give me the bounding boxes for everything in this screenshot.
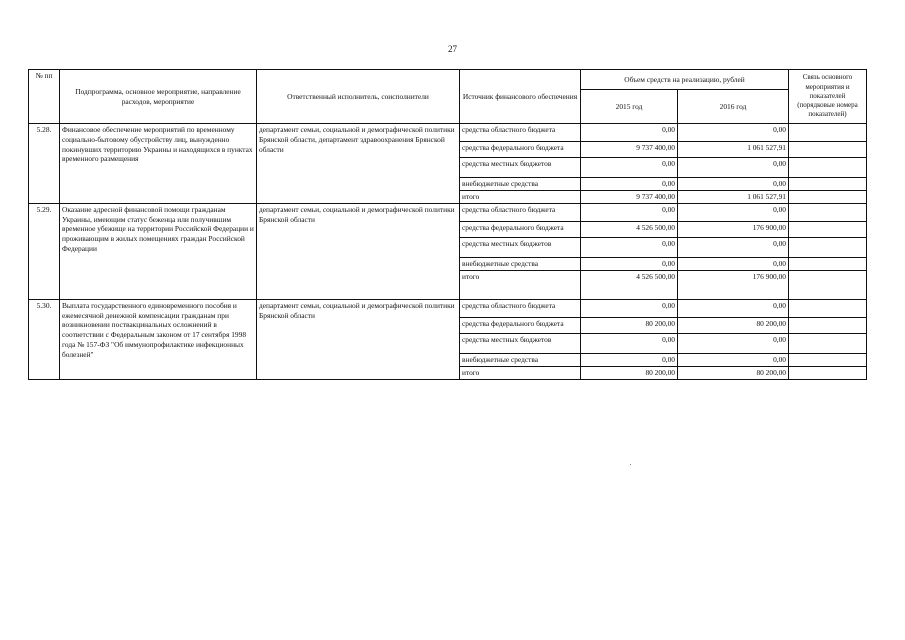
funding-source: средства федерального бюджета	[460, 142, 581, 158]
funding-source: средства местных бюджетов	[460, 333, 581, 353]
header-num: № пп	[29, 70, 60, 124]
funding-source: внебюджетные средства	[460, 353, 581, 366]
amount-2015: 4 526 500,00	[581, 270, 678, 299]
amount-2015: 0,00	[581, 299, 678, 317]
item-number: 5.28.	[29, 124, 60, 204]
table-header	[29, 70, 867, 124]
scan-speck	[630, 464, 631, 465]
amount-2015: 9 737 400,00	[581, 191, 678, 204]
amount-2015: 0,00	[581, 333, 678, 353]
indicator-link-cell	[789, 178, 867, 191]
item-number: 5.30.	[29, 299, 60, 379]
indicator-link-cell	[789, 353, 867, 366]
amount-2015: 0,00	[581, 353, 678, 366]
funding-source: средства федерального бюджета	[460, 221, 581, 237]
funding-source: внебюджетные средства	[460, 257, 581, 270]
indicator-link-cell	[789, 317, 867, 333]
funding-source: итого	[460, 366, 581, 379]
amount-2015: 0,00	[581, 124, 678, 142]
budget-table	[28, 69, 867, 380]
header-link: Связь основного мероприятия и показателей (порядковые номера показателей)	[789, 70, 867, 124]
indicator-link-cell	[789, 237, 867, 257]
amount-2015: 80 200,00	[581, 317, 678, 333]
amount-2016: 1 061 527,91	[678, 142, 789, 158]
amount-2015: 9 737 400,00	[581, 142, 678, 158]
amount-2016: 80 200,00	[678, 366, 789, 379]
funding-source: средства областного бюджета	[460, 203, 581, 221]
indicator-link-cell	[789, 333, 867, 353]
amount-2016: 0,00	[678, 333, 789, 353]
funding-source: средства областного бюджета	[460, 124, 581, 142]
amount-2015: 0,00	[581, 237, 678, 257]
funding-source: средства областного бюджета	[460, 299, 581, 317]
amount-2016: 1 061 527,91	[678, 191, 789, 204]
header-2016: 2016 год	[678, 90, 789, 124]
item-executor: департамент семьи, социальной и демографической политики Брянской области, департамент здравоохранения Брянской области	[257, 124, 460, 204]
table-row	[29, 203, 867, 221]
indicator-link-cell	[789, 270, 867, 299]
indicator-link-cell	[789, 203, 867, 221]
funding-source: средства местных бюджетов	[460, 237, 581, 257]
funding-source: средства федерального бюджета	[460, 317, 581, 333]
table-body	[29, 124, 867, 380]
amount-2015: 0,00	[581, 203, 678, 221]
indicator-link-cell	[789, 124, 867, 142]
table-row	[29, 124, 867, 142]
amount-2016: 0,00	[678, 203, 789, 221]
funding-source: итого	[460, 191, 581, 204]
amount-2016: 80 200,00	[678, 317, 789, 333]
indicator-link-cell	[789, 257, 867, 270]
indicator-link-cell	[789, 299, 867, 317]
header-2015: 2015 год	[581, 90, 678, 124]
header-program: Подпрограмма, основное мероприятие, направление расходов, мероприятие	[60, 70, 257, 124]
amount-2016: 0,00	[678, 257, 789, 270]
indicator-link-cell	[789, 158, 867, 178]
amount-2016: 0,00	[678, 124, 789, 142]
amount-2015: 4 526 500,00	[581, 221, 678, 237]
item-program: Оказание адресной финансовой помощи гражданам Украины, имеющим статус беженца или получившим временное убежище на территории Российской Федерации и проживающим в жилых помещениях граждан Российской Федерации	[60, 203, 257, 299]
header-executor: Ответственный исполнитель, соисполнители	[257, 70, 460, 124]
amount-2016: 0,00	[678, 178, 789, 191]
item-executor: департамент семьи, социальной и демографической политики Брянской области	[257, 203, 460, 299]
item-executor: департамент семьи, социальной и демографической политики Брянской области	[257, 299, 460, 379]
amount-2016: 176 900,00	[678, 221, 789, 237]
amount-2015: 0,00	[581, 257, 678, 270]
page-number: 27	[448, 44, 457, 54]
item-program: Финансовое обеспечение мероприятий по временному социально-бытовому обустройству лиц, вынужденно покинувших территорию Украины и находящихся в пунктах временного размещения	[60, 124, 257, 204]
table-row	[29, 299, 867, 317]
amount-2016: 0,00	[678, 237, 789, 257]
amount-2016: 0,00	[678, 299, 789, 317]
amount-2015: 80 200,00	[581, 366, 678, 379]
funding-source: средства местных бюджетов	[460, 158, 581, 178]
indicator-link-cell	[789, 221, 867, 237]
amount-2016: 0,00	[678, 158, 789, 178]
funding-source: итого	[460, 270, 581, 299]
amount-2016: 0,00	[678, 353, 789, 366]
amount-2016: 176 900,00	[678, 270, 789, 299]
indicator-link-cell	[789, 366, 867, 379]
indicator-link-cell	[789, 191, 867, 204]
amount-2015: 0,00	[581, 178, 678, 191]
indicator-link-cell	[789, 142, 867, 158]
header-source: Источник финансового обеспечения	[460, 70, 581, 124]
funding-source: внебюджетные средства	[460, 178, 581, 191]
amount-2015: 0,00	[581, 158, 678, 178]
header-volume: Объем средств на реализацию, рублей	[581, 70, 789, 90]
item-number: 5.29.	[29, 203, 60, 299]
item-program: Выплата государственного единовременного пособия и ежемесячной денежной компенсации гражданам при возникновении поствакцинальных осложнений в соответствии с Федеральным законом от 17 сентября 1998 года № 157-ФЗ "Об иммунопрофилактике инфекционных болезней"	[60, 299, 257, 379]
